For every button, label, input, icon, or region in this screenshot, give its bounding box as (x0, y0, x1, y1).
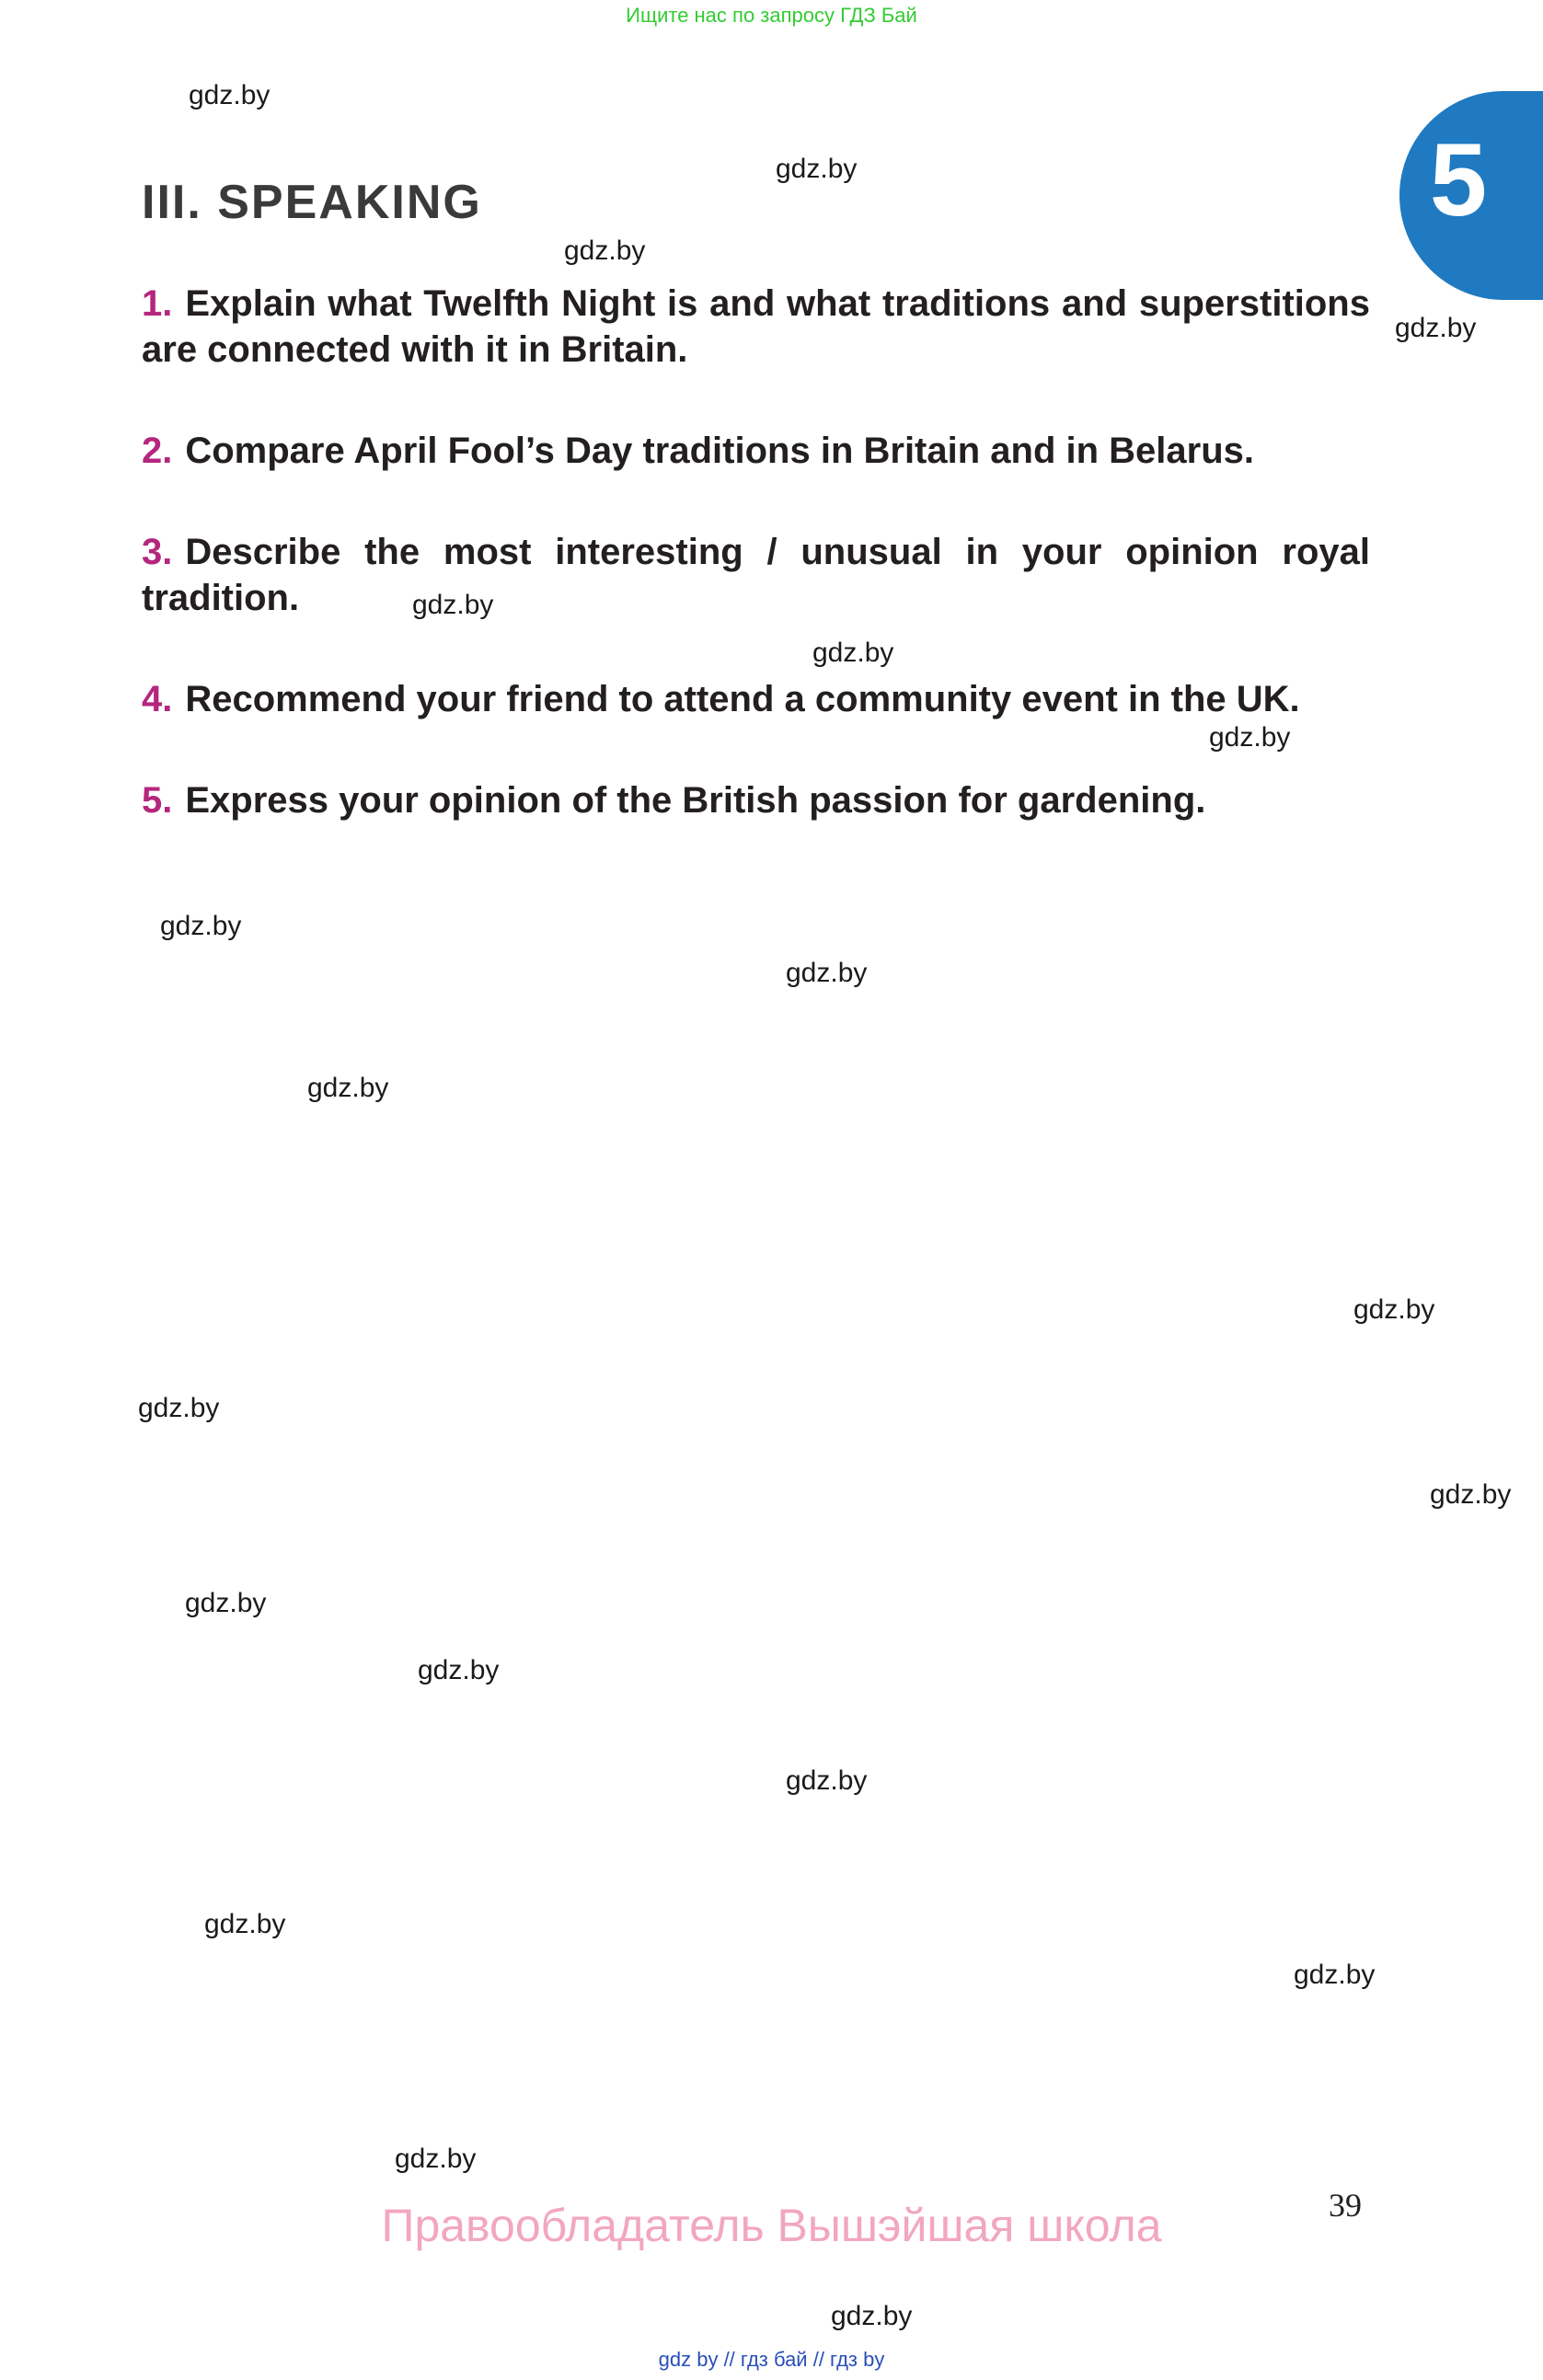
chapter-number: 5 (1429, 122, 1488, 237)
watermark: gdz.by (138, 1393, 220, 1423)
watermark: gdz.by (1430, 1479, 1512, 1510)
watermark: gdz.by (395, 2144, 477, 2174)
watermark: gdz.by (831, 2301, 913, 2331)
watermark: gdz.by (812, 638, 894, 668)
task-item (142, 529, 1370, 621)
watermark: gdz.by (1209, 722, 1291, 753)
watermark: gdz.by (412, 590, 494, 620)
task-text: Express your opinion of the British passion for gardening. (185, 780, 1206, 821)
task-number: 5. (142, 780, 173, 821)
watermark: gdz.by (307, 1073, 389, 1103)
watermark: gdz.by (776, 154, 858, 184)
section-title: III. SPEAKING (142, 176, 482, 229)
task-number: 2. (142, 431, 173, 471)
task-number: 3. (142, 532, 173, 572)
copyright-notice: Правообладатель Вышэйшая школа (381, 2200, 1162, 2251)
watermark: gdz.by (1353, 1294, 1435, 1325)
watermark: gdz.by (1395, 313, 1477, 343)
watermark: gdz.by (418, 1655, 500, 1685)
task-text: Recommend your friend to attend a community event in the UK. (185, 679, 1300, 719)
task-text: Explain what Twelfth Night is and what traditions and superstitions are connected with it in Britain. (142, 283, 1370, 370)
task-text: Compare April Fool’s Day traditions in Britain and in Belarus. (185, 431, 1255, 471)
watermark: gdz.by (160, 911, 242, 941)
watermark: gdz.by (1294, 1960, 1376, 1990)
top-banner: Ищите нас по запросу ГДЗ Бай (626, 4, 917, 27)
task-text: Describe the most interesting / unusual in your opinion royal tradition. (142, 532, 1370, 618)
footer-links[interactable]: gdz by // гдз бай // гдз by (658, 2348, 885, 2371)
task-number: 1. (142, 283, 173, 324)
watermark: gdz.by (204, 1909, 286, 1939)
watermark: gdz.by (786, 958, 868, 988)
watermark: gdz.by (189, 80, 271, 110)
task-item (142, 676, 1370, 722)
task-item (142, 777, 1370, 823)
watermark: gdz.by (786, 1765, 868, 1796)
task-item (142, 281, 1370, 373)
watermark: gdz.by (185, 1588, 267, 1618)
task-item (142, 428, 1370, 474)
task-number: 4. (142, 679, 173, 719)
watermark: gdz.by (564, 236, 646, 266)
page-number: 39 (1329, 2187, 1362, 2224)
